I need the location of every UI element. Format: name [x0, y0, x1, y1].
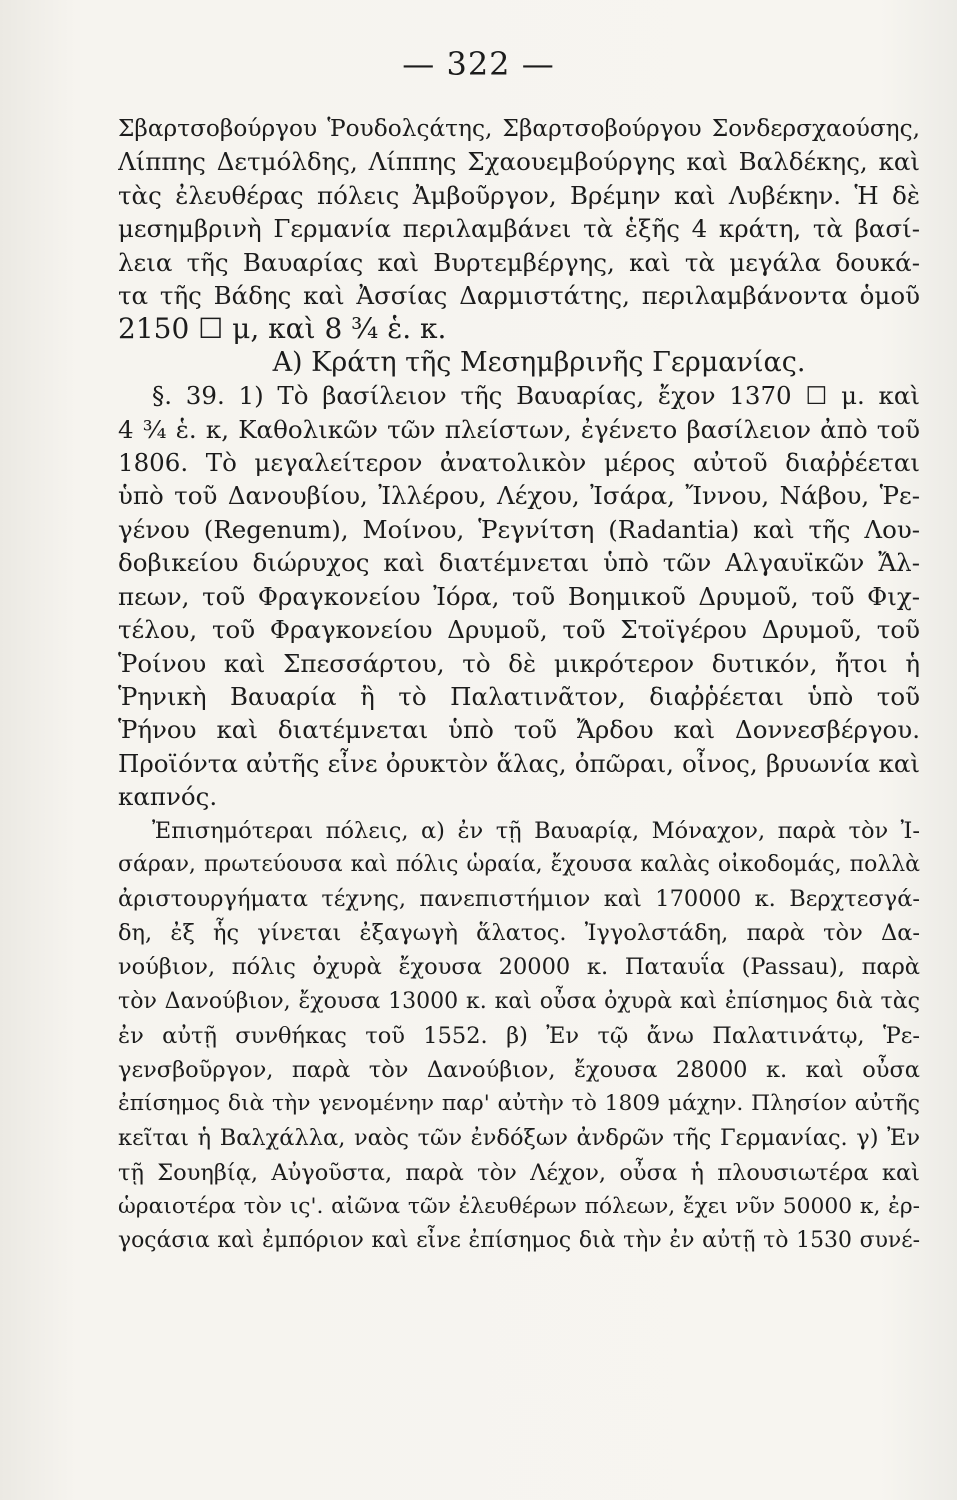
text-line: κεῖται ἡ Βαλχάλλα, ναὸς τῶν ἐνδόξων ἀνδρῶν τῆς Γερμανίας. γ) Ἐν [118, 1125, 920, 1152]
text-line: γοςάσια καὶ ἐμπόριον καὶ εἶνε ἐπίσημος διὰ τὴν ἐν αὐτῇ τὸ 1530 συνέ- [118, 1227, 920, 1253]
text-line: γένου (Regenum), Μοίνου, Ῥεγνίτση (Radantia) καὶ τῆς Λου- [118, 514, 920, 544]
text-line: τὰς ἐλευθέρας πόλεις Ἀμβοῦργον, Βρέμην καὶ Λυβέκην. Ἡ δὲ [118, 180, 920, 210]
text-line: ὑπὸ τοῦ Δανουβίου, Ἰλλέρου, Λέχου, Ἰσάρα, Ἴννου, Νάβου, Ῥε- [118, 481, 920, 511]
paragraph-bavaria [118, 379, 920, 813]
text-line: δη, ἐξ ἧς γίνεται ἐξαγωγὴ ἅλατος. Ἰγγολστάδη, παρὰ τὸν Δα- [118, 920, 920, 947]
text-line: τέλου, τοῦ Φραγκονείου Δρυμοῦ, τοῦ Στοϊγέρου Δρυμοῦ, τοῦ [118, 615, 920, 645]
text-line: μεσημβρινὴ Γερμανία περιλαμβάνει τὰ ἑξῆς 4 κράτη, τὰ βασί- [118, 214, 920, 244]
text-line: Λίππης Δετμόλδης, Λίππης Σχαουεμβούργης καὶ Βαλδέκης, καὶ [118, 147, 920, 177]
page-number: — 322 — [402, 45, 555, 83]
text-line: σάραν, πρωτεύουσα καὶ πόλις ὡραία, ἔχουσα καλὰς οἰκοδομάς, πολλὰ [118, 851, 920, 877]
paragraph-cities [118, 814, 920, 1259]
text-line: τα τῆς Βάδης καὶ Ἀσσίας Δαρμιστάτης, περιλαμβάνοντα ὁμοῦ [118, 281, 920, 311]
text-line: Προϊόντα αὐτῆς εἶνε ὀρυκτὸν ἅλας, ὀπῶραι, οἶνος, βρυωνία καὶ [118, 748, 920, 778]
text-line: §. 39. 1) Τὸ βασίλειον τῆς Βαυαρίας, ἔχον 1370 ☐ μ. καὶ [152, 381, 920, 411]
text-line: Ἐπισημότεραι πόλεις, α) ἐν τῇ Βαυαρίᾳ, Μόναχον, παρὰ τὸν Ἰ- [152, 817, 920, 844]
text-line: δοβικείου διώρυχος καὶ διατέμνεται ὑπὸ τῶν Αλγαυϊκῶν Ἄλ- [118, 548, 920, 578]
text-line: ἀριστουργήματα τέχνης, πανεπιστήμιον καὶ 170000 κ. Βερχτεσγά- [118, 885, 920, 912]
text-line: 1806. Τὸ μεγαλείτερον ἀνατολικὸν μέρος αὐτοῦ διαῤῥέεται [118, 448, 920, 478]
text-line: Σβαρτσοβούργου Ῥουδολςάτης, Σβαρτσοβούργου Σονδερσχαούσης, [118, 115, 920, 142]
paragraph-intro [118, 112, 920, 346]
text-line: λεια τῆς Βαυαρίας καὶ Βυρτεμβέργης, καὶ τὰ μεγάλα δουκά- [118, 247, 920, 277]
text-line: γενσβοῦργον, παρὰ τὸν Δανούβιον, ἔχουσα 28000 κ. καὶ οὖσα [118, 1056, 920, 1083]
text-line: 2150 ☐ μ, καὶ 8 ¾ ἑ. κ. [118, 312, 447, 346]
text-line: ἐν αὐτῇ συνθήκας τοῦ 1552. β) Ἐν τῷ ἄνω Παλατινάτῳ, Ῥε- [118, 1022, 920, 1049]
page-text [118, 112, 920, 1258]
text-line: Ῥηνικὴ Βαυαρία ἢ τὸ Παλατινᾶτον, διαῤῥέεται ὑπὸ τοῦ [118, 681, 920, 711]
text-line: τῇ Σουηβίᾳ, Αὐγοῦστα, παρὰ τὸν Λέχον, οὖσα ἡ πλουσιωτέρα καὶ [118, 1159, 920, 1186]
text-line: πεων, τοῦ Φραγκονείου Ἰόρα, τοῦ Βοημικοῦ Δρυμοῦ, τοῦ Φιχ- [118, 581, 920, 611]
text-line: ἐπίσημος διὰ τὴν γενομένην παρ' αὐτὴν τὸ 1809 μάχην. Πλησίον αὐτῆς [118, 1091, 920, 1117]
text-line: Ῥοίνου καὶ Σπεσσάρτου, τὸ δὲ μικρότερον δυτικόν, ἤτοι ἡ [118, 648, 920, 678]
text-line: νούβιον, πόλις ὀχυρὰ ἔχουσα 20000 κ. Παταυΐα (Passau), παρὰ [118, 954, 920, 981]
text-line: καπνός. [118, 782, 218, 812]
section-heading: Α) Κράτη τῆς Μεσημβρινῆς Γερμανίας. [272, 346, 806, 378]
text-line: ὡραιοτέρα τὸν ις'. αἰῶνα τῶν ἐλευθέρων πόλεων, ἔχει νῦν 50000 κ, ἐρ- [118, 1193, 920, 1219]
text-line: 4 ¾ ἑ. κ, Καθολικῶν τῶν πλείστων, ἐγένετο βασίλειον ἀπὸ τοῦ [118, 414, 920, 444]
text-line: Ῥήνου καὶ διατέμνεται ὑπὸ τοῦ Ἄρδου καὶ Δοννεσβέργου. [118, 715, 920, 745]
text-line: τὸν Δανούβιον, ἔχουσα 13000 κ. καὶ οὖσα ὀχυρὰ καὶ ἐπίσημος διὰ τὰς [118, 988, 920, 1014]
